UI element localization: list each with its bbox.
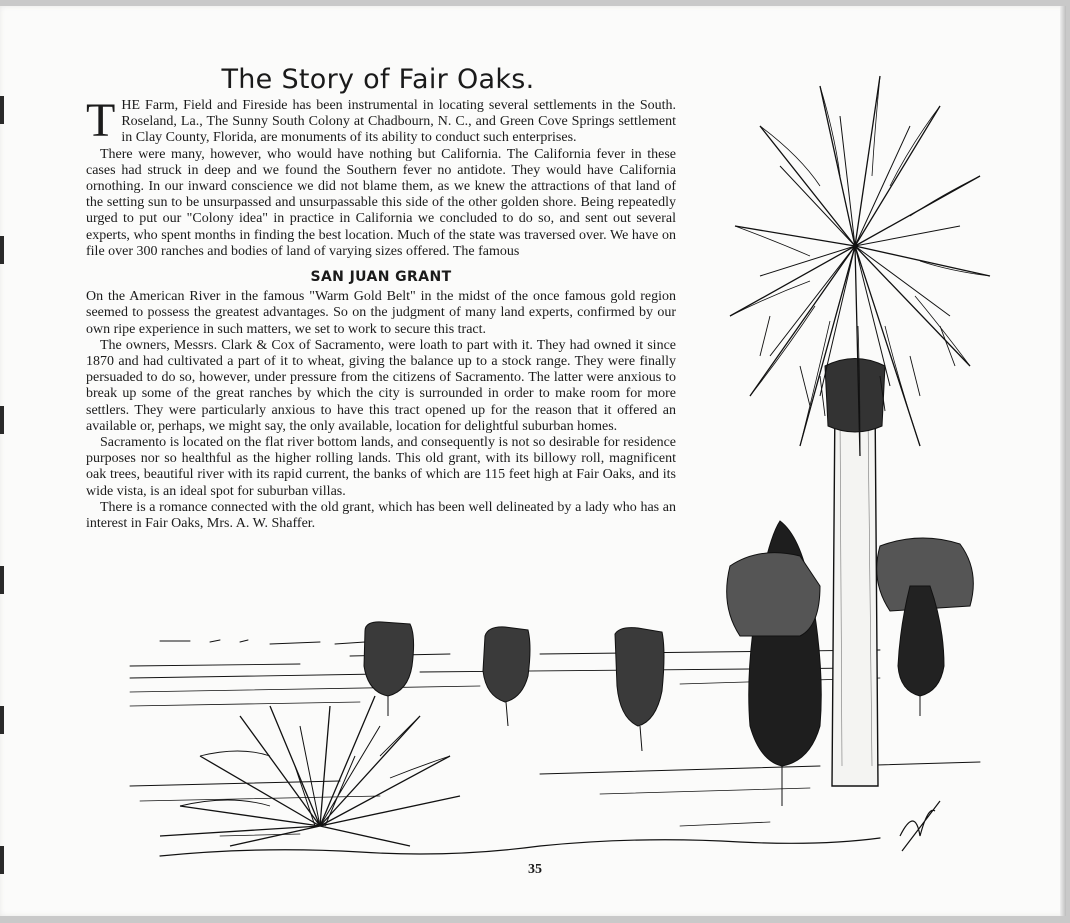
drop-cap: T — [86, 94, 116, 147]
paragraph-grant-3: Sacramento is located on the flat river bottom lands, and consequently is not so desirable for residence purposes nor so healthful as the higher rolling lands. This old grant, with its billowy roll, magnificent oak trees, beautiful river with its rapid current, the banks of which are 115 feet high at Fair Oaks, and its wide vista, is an ideal spot for suburban villas. — [86, 435, 676, 499]
binding-mark — [0, 96, 4, 124]
page-number: 35 — [528, 862, 542, 877]
binding-mark — [0, 706, 4, 734]
section-heading: SAN JUAN GRANT — [310, 269, 452, 286]
paragraph-grant-2: The owners, Messrs. Clark & Cox of Sacramento, were loath to part with it. They had owned it since 1870 and had cultivated a part of it to wheat, giving the balance up to a stock range. They were finally persuaded to do so, however, under pressure from the citizens of Sacramento. The latter were anxious to break up some of the great ranches by which the city is surrounded in order to make room for more settlers. They were particularly anxious to have this tract opened up for the reason that it offered an available or, perhaps, we might say, the only available, location for delightful suburban homes. — [86, 337, 676, 434]
binding-mark — [0, 566, 4, 594]
article-body — [86, 94, 676, 532]
binding-mark — [0, 406, 4, 434]
paragraph-intro-1 — [86, 94, 676, 147]
page-title: The Story of Fair Oaks. — [221, 64, 535, 95]
binding-mark — [0, 236, 4, 264]
paragraph-text: HE Farm, Field and Fireside has been instrumental in locating several settlements in the South. Roseland, La., The Sunny South Colony at Chadbourn, N. C., and Green Cove Springs settlement in Clay County, Florida, are monuments of its ability to conduct such enterprises. — [121, 98, 676, 146]
page-edge-shadow — [1060, 6, 1066, 916]
paragraph-intro-2: There were many, however, who would have nothing but California. The California fever in these cases had struck in deep and we found the Southern fever no antidote. They would have California ornothing. In our inward conscience we did not blame them, as we knew the attractions of that land of the setting sun to be unsurpassed and unsurpassable this side of the other golden shore. Being repeatedly urged to put our "Colony idea" in practice in California we concluded to do so, and sent out several experts, who spent months in finding the best location. Much of the state was traversed over. We have on file over 300 ranches and bodies of land of varying sizes offered. The famous — [86, 146, 676, 259]
artist-signature-mark — [900, 801, 940, 851]
book-page — [0, 6, 1066, 916]
paragraph-grant-1: On the American River in the famous "Warm Gold Belt" in the midst of the once famous gold region seemed to possess the greatest advantages. So on the judgment of many land experts, confirmed by our own ripe experience in such matters, we set to work to secure this tract. — [86, 289, 676, 337]
paragraph-grant-4: There is a romance connected with the old grant, which has been well delineated by a lady who has an interest in Fair Oaks, Mrs. A. W. Shaffer. — [86, 499, 676, 532]
binding-mark — [0, 846, 4, 874]
